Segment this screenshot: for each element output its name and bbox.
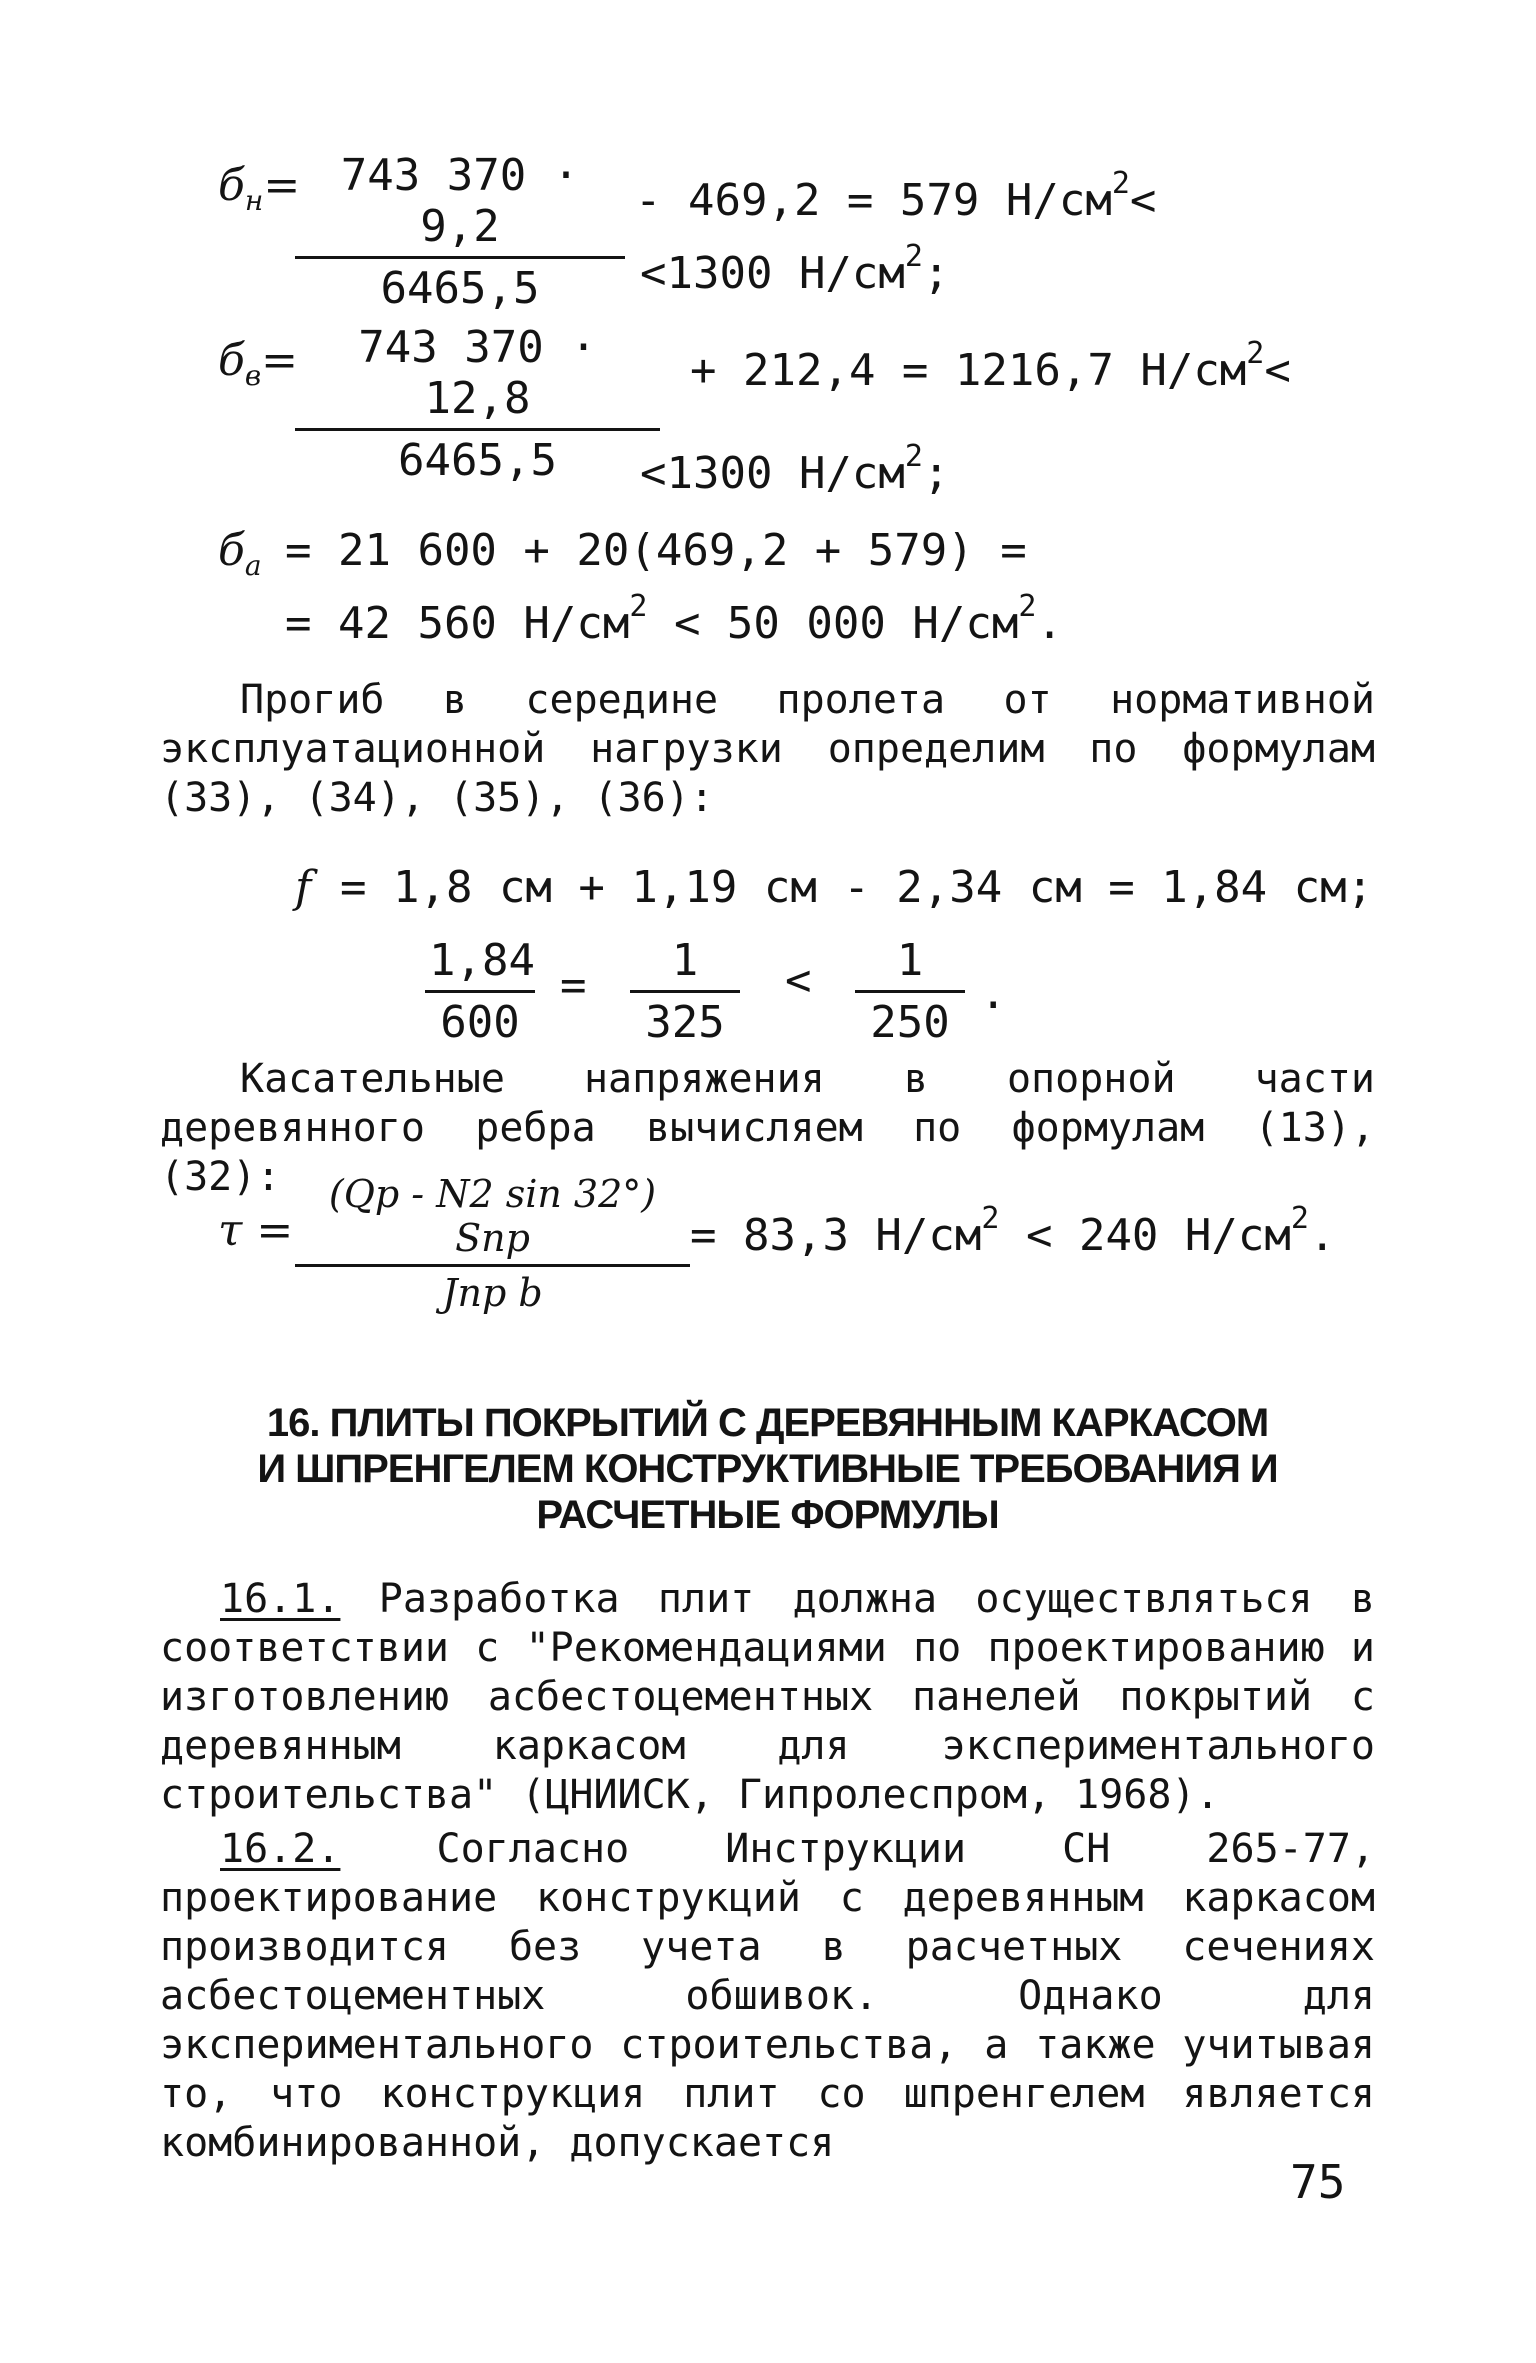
paragraph-deflection-intro: Прогиб в середине пролета от нормативной эксплуатационной нагрузки определим по формулам (33), (34), (35), (36): [160, 677, 1375, 821]
ratio-end: . [980, 968, 1007, 1019]
sigma-a-line2: = 42 560 $Н/см^2 < 50$ 000 $Н/см^2$. [285, 589, 1063, 649]
ratio-less-than: < [785, 955, 812, 1006]
ratio-fraction-3: $\frac{1}{250}$ [855, 935, 965, 1048]
ratio-equals: = [560, 960, 587, 1011]
sigma-a-symbol: $б_a$ [218, 525, 262, 582]
tau-fraction: (Qp - N2 sin 32°) Sпр Jпр b [295, 1172, 690, 1315]
clause-16-1-number: 16.1. [220, 1576, 341, 1622]
heading-line-2: И ШПРЕНГЕЛЕМ КОНСТРУКТИВНЫЕ ТРЕБОВАНИЯ И [257, 1447, 1278, 1491]
tau-symbol: τ = [218, 1205, 294, 1256]
clause-16-2: 16.2. Согласно Инструкции СН 265-77, проектирование конструкций с деревянным каркасом производится без учета в расчетных сечениях асбестоцементных обшивок. Однако для экспериментального строительства, а также учитывая то, что конструкция плит со шпренгелем является комбинированной, допускается [160, 1826, 1375, 2166]
sigma-n-result: - 469,2 = 579 $Н/см^2<$ [635, 166, 1157, 226]
tau-result: = 83,3 $Н/см^2 < 240$ $Н/см^2$. [690, 1201, 1336, 1261]
ratio-fraction-1: $\frac{1,84}{600}$ [425, 935, 535, 1048]
sigma-b-limit: <1300 $Н/см^2$; [640, 439, 950, 499]
sigma-b-result: + 212,4 = 1216,7 $Н/см^2<$ [690, 336, 1291, 396]
sigma-a-line1: = 21 600 + 20(469,2 + 579) = [285, 525, 1027, 576]
ratio-fraction-2: $\frac{1}{325}$ [630, 935, 740, 1048]
deflection-symbol: f [295, 862, 312, 913]
paragraph-shear-intro: Касательные напряжения в опорной части деревянного ребра вычисляем по формулам (13), (32): [160, 1056, 1375, 1200]
heading-line-1: 16. ПЛИТЫ ПОКРЫТИЙ С ДЕРЕВЯННЫМ КАРКАСОМ [266, 1401, 1269, 1445]
heading-line-3: РАСЧЕТНЫЕ ФОРМУЛЫ [536, 1493, 999, 1537]
sigma-b-symbol: $б_в=$ [218, 335, 299, 392]
sigma-n-symbol: $б_н=$ [218, 160, 301, 217]
clause-16-1: 16.1. Разработка плит должна осуществляться в соответствии с "Рекомендациями по проектированию и изготовлению асбестоцементных панелей покрытий с деревянным каркасом для экспериментального строительства" (ЦНИИСК, Гипролеспром, 1968). [160, 1576, 1375, 1818]
clause-16-2-number: 16.2. [220, 1826, 341, 1872]
sigma-n-fraction: $\frac{743 370 \cdot 9,2}{6465,5}$ [295, 150, 625, 314]
sigma-b-fraction: $\frac{743 370 \cdot 12,8}{6465,5}$ [295, 322, 660, 486]
sigma-n-limit: <1300 $Н/см^2$; [640, 239, 950, 299]
section-heading [200, 1400, 1335, 1538]
deflection-expression: = 1,8 см + 1,19 см - 2,34 см = 1,84 см; [340, 862, 1374, 913]
page-number: 75 [1290, 2155, 1346, 2209]
